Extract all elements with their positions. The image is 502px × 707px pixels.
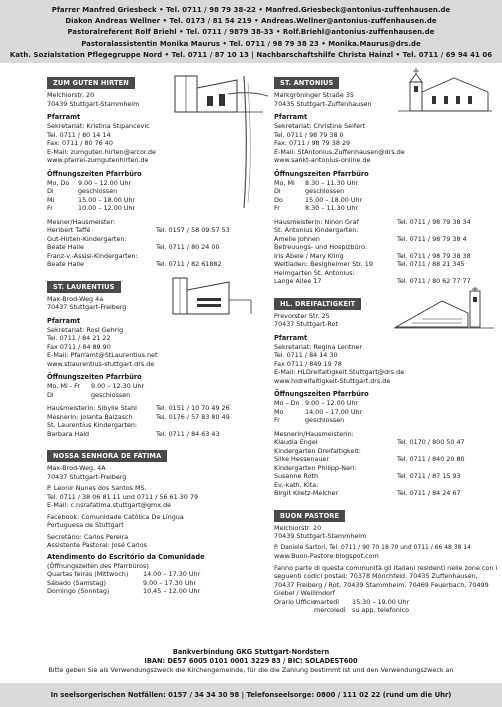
contact-row: Susanne Roth Tel. 0711 / 87 15 93 (274, 472, 461, 480)
office-heading: Pfarramt (47, 113, 81, 121)
contact-row: St. Laurentius Kindergarten: (47, 421, 138, 429)
secretary: Sekretariat: Regina Lentner (274, 342, 362, 351)
contact-header (0, 0, 502, 63)
email-link[interactable]: E-Mail: HLDreifaltigkeit.Stuttgart@drs.de (274, 368, 405, 376)
hours-row: Quartas feiras (Mittwoch) 14.00 – 17.30 Uhr (47, 570, 201, 578)
address-street: Max-Brod-Weg, 4A (47, 464, 106, 472)
church-hl-dreifaltigkeit-icon (392, 287, 496, 331)
hours-row: Do 15.00 – 18.00 Uhr (274, 195, 363, 204)
hours-row: Mo, Do 9.00 – 12.00 Uhr (47, 178, 132, 187)
address-street: Melchiorstr. 20 (274, 523, 322, 532)
contact-row: Lange Allee 17 Tel. 0711 / 80 62 77 77 (274, 277, 471, 285)
phone: Tel. 0711 / 84 14 30 (274, 351, 338, 359)
section-st-laurentius (47, 274, 273, 439)
address-city: 70435 Stuttgart-Zuffenhausen (274, 99, 372, 108)
office-heading: Pfarramt (274, 333, 308, 342)
office-heading: Pfarramt (274, 113, 308, 121)
secretary: Sekretariat: Kristina Stipancevic (47, 122, 150, 130)
contact-row: Beate Haile Tel. 0711 / 80 24 00 (47, 243, 220, 251)
website-link[interactable]: www.stlaurentius-stuttgart.drs.de (47, 359, 155, 368)
facebook-link-cont[interactable]: Portuguesa de Stuttgart (47, 521, 124, 529)
assistant: Assistente Pastoral: José Carlos (47, 541, 147, 549)
section-buon-pastore (274, 503, 500, 615)
header-line: Kath. Sozialstation Pflegegruppe Nord • Tel. 0711 / 87 10 13 | Nachbarschaftshilfe Christa Hainzl • Tel. 0711 / 69 94 41 06 (9, 50, 493, 59)
hours-row: Mo 14.00 – 17.00 Uhr (274, 407, 363, 416)
section-title: HL. DREIFALTIGKEIT (274, 298, 361, 310)
hours-row: Fr 8.30 – 11.30 Uhr (274, 204, 359, 212)
fax: Fax 0711 / 849 19 78 (274, 359, 342, 368)
phone: Tel. 0711 / 38 06 81 11 und 0711 / 56 61 30 79 (47, 492, 199, 501)
address-city: 70439 Stuttgart-Stammheim (274, 532, 367, 540)
community-description: Fanno parte di questa communità gli Italiani residenti nelle zone con i seguenti codici postali: 70378 Mönchfeld, 70435 Zuffenhausen, 70437 Freiberg / Rot, 70439 Stammheim, 70469 Feuerbach, 70499 Giebel / Weilimdorf (274, 563, 498, 597)
contact-row: Betreuungs- und Hospizbüro: (274, 243, 368, 251)
header-line: Diakon Andreas Wellner • Tel. 0173 / 81 54 219 • Andreas.Wellner@antonius-zuffenhausen.de (65, 17, 437, 26)
contact-row: Mesnerin/Hausmeisterin: (274, 429, 354, 438)
hours-row: Mo – Do 9.00 – 12.00 Uhr (274, 399, 359, 407)
contact-row: Iris Abele / Mary Kling Tel. 0711 / 98 79 38 38 (274, 251, 471, 260)
hours-subheading: (Öffnungszeiten des Pfarrbüros) (47, 561, 149, 570)
website-link[interactable]: www.hldreifaltigkeit-Stuttgart.drs.de (274, 376, 391, 385)
contact-row: Weltladen: Besigheimer Str. 19 Tel. 0711 / 88 21 345 (274, 260, 465, 268)
hours-heading: Öffnungszeiten Pfarrbüro (47, 373, 142, 381)
bank-iban: IBAN: DE57 6005 0101 0001 3229 83 / BIC: SOLADEST600 (144, 657, 358, 665)
section-title: ST. LAURENTIUS (47, 281, 121, 293)
email-link[interactable]: E-Mail: c.nsrafatima.stuttgart@gmx.de (47, 501, 172, 509)
hours-heading: Atendimento do Escritório da Comunidade (47, 552, 205, 561)
secretary: Secretário: Carlos Pereira (47, 532, 129, 541)
header-line: Pastoralreferent Rolf Briehl • Tel. 0711 / 9879 38-33 • Rolf.Briehl@antonius-zuffenhausen.de (67, 28, 435, 37)
contact-row: Kindergarten Dreifaltigkeit: (274, 446, 361, 455)
header-line: Pastoralassistentin Monika Maurus • Tel. 0711 / 98 79 38 23 • Monika.Maurus@drs.de (81, 39, 421, 48)
hours-row: mercoledì su app. telefonico (314, 606, 410, 614)
website-link[interactable]: www.Buon-Pastore.blogspot.com (274, 552, 379, 560)
office-heading: Pfarramt (47, 316, 81, 325)
church-st-laurentius-icon (167, 276, 267, 316)
address-city: 70437 Stuttgart-Freiberg (47, 303, 127, 311)
hours-row: Domingo (Sonntag) 10.45 – 12.00 Uhr (47, 587, 201, 595)
hours-heading: Öffnungszeiten Pfarrbüro (47, 169, 142, 178)
phone: Tel. 0711 / 98 79 38 0 (274, 130, 344, 139)
address-city: 70437 Stuttgart-Rot (274, 320, 338, 328)
bank-note: Bitte geben Sie als Verwendungszweck die Kirchengemeinde, für die die Zahlung bestimmt ist und den Verwendungszweck an (48, 666, 454, 674)
section-title: BUON PASTORE (274, 510, 345, 522)
bank-info (0, 648, 502, 675)
church-zum-guten-hirten-icon (167, 72, 267, 114)
contact-row: Klaudia Engel Tel. 0170 / 800 50 47 (274, 438, 465, 446)
phone: Tel. 0711 / 84 21 22 (47, 334, 111, 342)
address-street: Melchiorstr. 20 (47, 91, 95, 99)
website-link[interactable]: www.pfarrei-zumgutenhirten.de (47, 156, 149, 164)
hours-row: Fr 10.00 – 12.00 Uhr (47, 204, 136, 212)
contact-row: Ev.-kath. Kita: (274, 480, 319, 489)
contact-row: Hausmeisterin: Sibylle Stahl Tel. 0151 / 10 70 49 26 (47, 404, 230, 412)
left-column (47, 70, 273, 596)
contact-row: Heribert Taffé Tel. 0157 / 58 09 57 53 (47, 226, 230, 234)
email-link[interactable]: E-Mail: Pfarramt@StLaurentius.net (47, 351, 158, 359)
church-st-antonius-icon (392, 68, 496, 112)
hours-row: Di geschlossen (274, 187, 345, 195)
contact-row: Barbara Hald Tel. 0711 / 84 63 43 (47, 429, 220, 438)
phone: Tel. 0711 / 80 14 14 (47, 130, 111, 139)
contact-row: Silke Hessenauer Tel. 0711 / 840 20 80 (274, 455, 465, 463)
email-link[interactable]: E-Mail: StAntonius.Zuffenhausen@drs.de (274, 147, 405, 156)
header-line: Pfarrer Manfred Griesbeck • Tel. 0711 / 98 79 38-22 • Manfred.Griesbeck@antonius-zuffenhausen.de (51, 6, 451, 14)
email-link[interactable]: E-Mail: zumguten.hirten@arcor.de (47, 147, 156, 156)
contact-row: Amelie Johnen Tel. 0711 / 98 79 38 4 (274, 234, 467, 243)
hours-row: Di geschlossen (47, 390, 131, 399)
section-st-antonius (274, 70, 500, 286)
address-street: Prevorster Str. 25 (274, 311, 330, 320)
address-city: 70437 Stuttgart-Freiberg (47, 472, 127, 481)
contact-row: Gut-Hirten-Kindergarten: (47, 234, 127, 243)
hours-heading: Öffnungszeiten Pfarrbüro (274, 390, 369, 398)
contact-row: Beate Haile Tel. 0711 / 82 61882 (47, 260, 222, 268)
section-title: ZUM GUTEN HIRTEN (47, 77, 135, 89)
address-city: 70439 Stuttgart-Stammheim (47, 99, 140, 108)
priest: P. Leonir Nunes dos Santos MS. (47, 484, 147, 492)
hours-row: Mo, Mi 8.30 – 11.30 Uhr (274, 178, 359, 187)
contact-row: Kindergarten Philipp-Neri: (274, 463, 357, 472)
fax: Fax 0711 / 84 89 90 (47, 342, 111, 351)
contact-row: Hausmeisterin: Ninon Graf Tel. 0711 / 98 79 38 34 (274, 217, 471, 226)
contact-row: Franz-v.-Assisi-Kindergarten: (47, 251, 138, 260)
hours-row: Fr geschlossen (274, 416, 345, 424)
hours-row: Orario Ufficio martedì 15.30 – 19.00 Uhr (274, 597, 410, 606)
fax: Fax: 0711 / 80 76 40 (47, 139, 113, 147)
fax: Fax: 0711 / 98 79 38 29 (274, 139, 351, 147)
facebook-link[interactable]: Facebook: Comunidade Católica De Língua (47, 512, 184, 521)
hours-heading: Öffnungszeiten Pfarrbüro (274, 169, 369, 178)
emergency-footer: In seelsorgerischen Notfällen: 0157 / 34 34 30 98 | Telefonseelsorge: 0800 / 111 02 22 (rund um die Uhr) (0, 683, 502, 707)
secretary: Sekretariat: Christine Seifert (274, 122, 366, 130)
contact-row: Heimgarten St. Antonius: (274, 268, 355, 277)
website-link[interactable]: www.sankt-antonius-online.de (274, 156, 371, 164)
section-title: ST. ANTONIUS (274, 77, 339, 89)
hours-row: Mo, Mi - Fr 9.00 – 12.30 Uhr (47, 382, 145, 390)
contact-row: Birgit Klietz-Melcher Tel. 0711 / 84 24 67 (274, 489, 461, 497)
hours-row: Di geschlossen (47, 187, 118, 195)
section-hl-dreifaltigkeit (274, 291, 500, 498)
address-street: Max-Brod-Weg 4a (47, 294, 104, 303)
section-title: NOSSA SENHORA DE FÁTIMA (47, 450, 167, 462)
section-nossa-senhora-de-fatima (47, 443, 273, 596)
bank-title: Bankverbindung GKG Stuttgart-Nordstern (172, 648, 330, 656)
secretary: Sekretariat: Rosi Gehrig (47, 325, 124, 334)
section-zum-guten-hirten (47, 70, 273, 269)
hours-row: Sábado (Samstag) 9.00 – 17.30 Uhr (47, 578, 197, 587)
contact-row: St. Antonius Kindergarten: (274, 226, 359, 234)
contact-row: Mesner/Hausmeister: (47, 217, 116, 226)
address-street: Markgröninger Straße 35 (274, 91, 354, 99)
hours-row: Mi 15.00 – 18.00 Uhr (47, 195, 136, 204)
right-column (274, 70, 500, 615)
contact-row: Mesnerin: Jolanta Balzasch Tel. 0176 / 57 83 80 49 (47, 412, 230, 421)
priest: P. Daniele Sartori, Tel. 0711 / 90 70 18 70 und 0711 / 66 48 38 14 (274, 543, 471, 551)
